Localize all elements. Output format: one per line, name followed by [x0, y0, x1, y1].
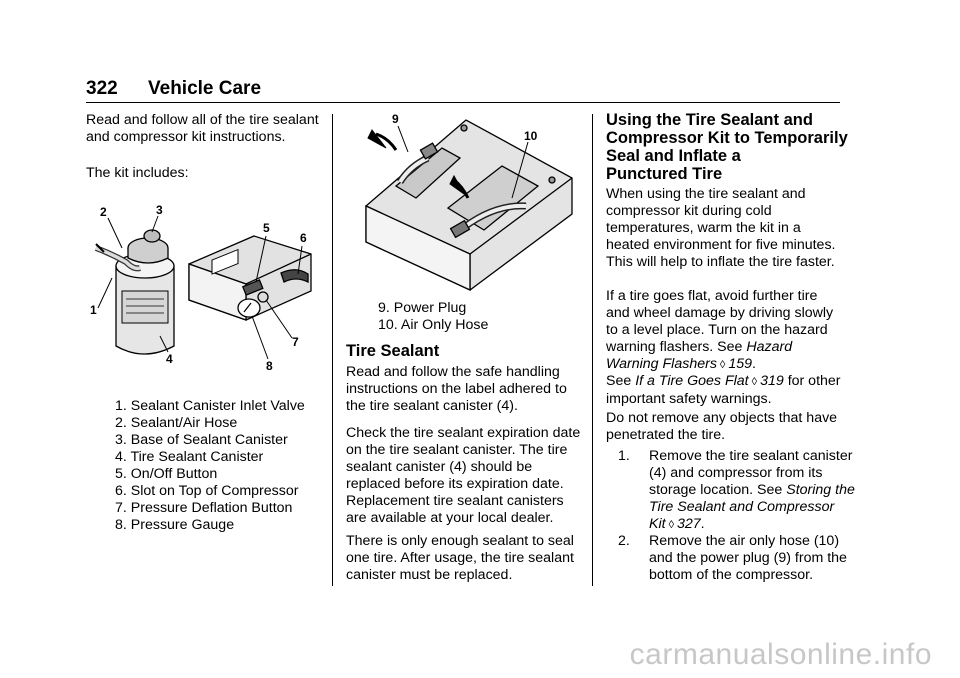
paragraph: Read and follow the safe handling instructions on the label adhered to the tire sealant canister (4).: [346, 364, 567, 414]
page-header: [86, 76, 840, 104]
list-item: 3. Base of Sealant Canister: [115, 432, 288, 448]
page-ref[interactable]: 327: [677, 516, 701, 532]
column-divider-left: [332, 114, 333, 586]
list-item: 6. Slot on Top of Compressor: [115, 483, 299, 499]
callout-9: 9: [392, 112, 399, 126]
intro-paragraph: Read and follow all of the tire sealant and compressor kit instructions.: [86, 112, 319, 145]
hazard-flashers-link[interactable]: Hazard Warning Flashers: [606, 339, 793, 372]
heading-line: Using the Tire Sealant and: [606, 111, 813, 129]
header-rule: [86, 102, 840, 103]
callout-2: 2: [100, 205, 107, 219]
heading-line: Compressor Kit to Temporarily: [606, 129, 848, 147]
paragraph: Do not remove any objects that have penetrated the tire.: [606, 410, 838, 443]
compressor-illustration: [189, 236, 311, 320]
list-item: 1. Sealant Canister Inlet Valve: [115, 398, 305, 414]
callout-7: 7: [292, 335, 299, 349]
list-item: 7. Pressure Deflation Button: [115, 500, 293, 516]
callout-10: 10: [524, 129, 538, 143]
callout-1: 1: [90, 303, 97, 317]
kit-components-figure: [86, 196, 322, 376]
step-2: 2. Remove the air only hose (10) and the power plug (9) from the bottom of the compressor.: [618, 533, 847, 583]
tire-goes-flat-link[interactable]: If a Tire Goes Flat: [635, 373, 749, 389]
step-1: 1. Remove the tire sealant canister (4) and compressor from its storage location. See Storing the Tire Sealant and Compressor Kit ◊ 327.: [618, 448, 855, 532]
paragraph: If a tire goes flat, avoid further tire and wheel damage by driving slowly to a level place. Turn on the hazard warning flashers. See Hazard Warning Flashers ◊ 159.: [606, 288, 834, 372]
list-item: 9. Power Plug: [378, 300, 467, 316]
callout-5: 5: [263, 221, 270, 235]
page-ref[interactable]: 159: [728, 356, 753, 372]
list-item: 4. Tire Sealant Canister: [115, 449, 264, 465]
callout-4: 4: [166, 352, 173, 366]
paragraph: See If a Tire Goes Flat ◊ 319 for other important safety warnings.: [606, 373, 841, 407]
callout-6: 6: [300, 231, 307, 245]
paragraph: Check the tire sealant expiration date on the tire sealant canister. The tire sealant canister (4) should be replaced before its expiration date. Replacement tire sealant canisters are available at your local dealer.: [346, 425, 581, 526]
tire-sealant-heading: Tire Sealant: [346, 342, 440, 360]
list-item: 5. On/Off Button: [115, 466, 218, 482]
heading-line: Punctured Tire: [606, 165, 723, 183]
power-plug-hose-figure: [352, 112, 578, 292]
storing-kit-link[interactable]: Storing the Tire Sealant and Compressor Kit: [649, 482, 855, 532]
callout-3: 3: [156, 203, 163, 217]
list-item: 2. Sealant/Air Hose: [115, 415, 238, 431]
xref-icon: ◊: [751, 376, 758, 388]
page-ref[interactable]: 319: [760, 373, 784, 389]
heading-line: Seal and Inflate a: [606, 147, 741, 165]
list-item: 10. Air Only Hose: [378, 317, 489, 333]
kit-usage-heading: [606, 111, 848, 183]
paragraph: When using the tire sealant and compressor kit during cold temperatures, warm the kit in a heated environment for five minutes. This will help to inflate the tire faster.: [606, 186, 836, 270]
section-title: Vehicle Care: [148, 78, 262, 99]
kit-includes-label: The kit includes:: [86, 165, 189, 181]
callout-8: 8: [266, 359, 273, 373]
xref-icon: ◊: [719, 359, 726, 371]
watermark-text: carmanualsonline.info: [629, 638, 932, 671]
xref-icon: ◊: [668, 519, 674, 531]
page-number: 322: [86, 78, 118, 99]
column-divider-right: [592, 114, 593, 586]
sealant-canister-illustration: [96, 230, 174, 354]
list-item: 8. Pressure Gauge: [115, 517, 235, 533]
paragraph: There is only enough sealant to seal one tire. After usage, the tire sealant canister must be replaced.: [346, 533, 574, 583]
